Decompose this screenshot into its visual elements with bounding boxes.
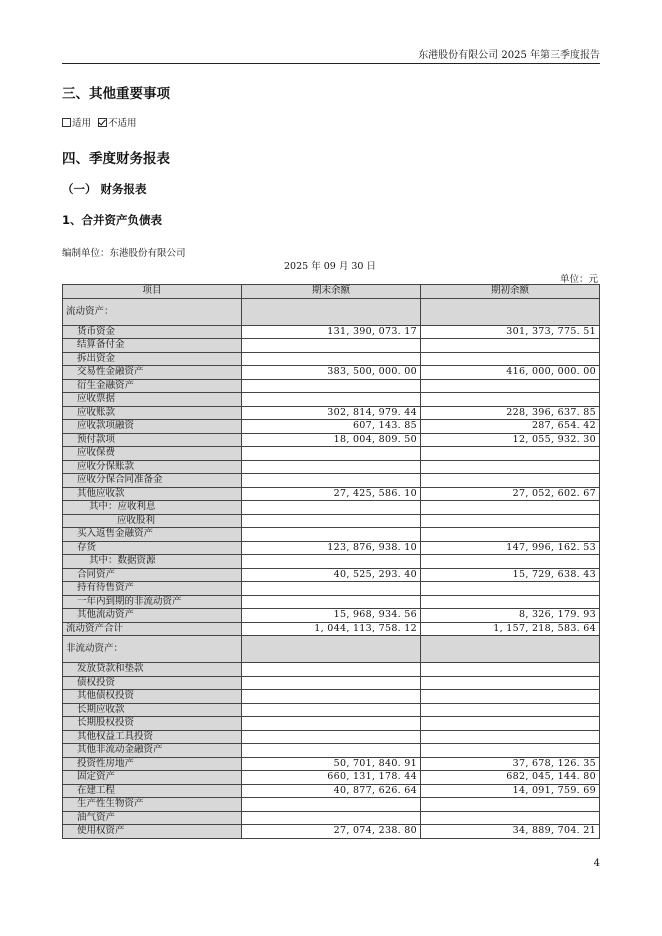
balance-sheet-table: [62, 284, 600, 839]
period-begin-value: [421, 555, 600, 569]
option-not-applicable-label: 不适用: [108, 118, 137, 129]
period-begin-value: [421, 798, 600, 812]
table-row: [63, 514, 600, 528]
checkbox-checked-icon: [98, 118, 107, 127]
row-label: 其他非流动金融资产: [63, 744, 242, 758]
period-begin-value: 12, 055, 932. 30: [421, 433, 600, 447]
period-begin-value: 37, 678, 126. 35: [421, 757, 600, 771]
table-row: [63, 730, 600, 744]
row-label: 长期应收款: [63, 703, 242, 717]
period-begin-value: [421, 352, 600, 366]
section-financial-statements-title: 四、季度财务报表: [62, 151, 170, 167]
period-end-value: 15, 968, 934. 56: [242, 609, 421, 623]
period-begin-value: [421, 501, 600, 515]
period-end-value: [242, 663, 421, 677]
period-begin-value: 301, 373, 775. 51: [421, 325, 600, 339]
period-end-value: [242, 798, 421, 812]
period-begin-value: 416, 000, 000. 00: [421, 366, 600, 380]
table-row: [63, 501, 600, 515]
table-section-row: [63, 298, 600, 325]
period-begin-value: 34, 889, 704. 21: [421, 825, 600, 839]
table-row: [63, 784, 600, 798]
row-label: 货币资金: [63, 325, 242, 339]
table-row: [63, 487, 600, 501]
header-divider: [62, 63, 600, 64]
period-end-value: 40, 877, 626. 64: [242, 784, 421, 798]
period-begin-value: [421, 474, 600, 488]
row-label: 合同资产: [63, 568, 242, 582]
period-end-value: 607, 143. 85: [242, 420, 421, 434]
subsection-financial-statements-title: （一） 财务报表: [62, 182, 147, 196]
column-header-period-begin: 期初余额: [421, 285, 600, 299]
period-end-value: [242, 703, 421, 717]
option-applicable-label: 适用: [72, 118, 92, 129]
table-row: [63, 339, 600, 353]
period-end-value: [242, 460, 421, 474]
row-label: 债权投资: [63, 676, 242, 690]
row-label: 油气资产: [63, 811, 242, 825]
table-row: [63, 325, 600, 339]
period-end-value: [242, 811, 421, 825]
row-label: 应收款项融资: [63, 420, 242, 434]
row-label: 长期股权投资: [63, 717, 242, 731]
period-begin-value: 682, 045, 144. 80: [421, 771, 600, 785]
table-row: [63, 352, 600, 366]
period-end-value: [242, 298, 421, 325]
row-label: 其他应收款: [63, 487, 242, 501]
row-label: 交易性金融资产: [63, 366, 242, 380]
table-row: [63, 771, 600, 785]
row-label: 买入返售金融资产: [63, 528, 242, 542]
period-end-value: [242, 555, 421, 569]
period-begin-value: [421, 339, 600, 353]
row-label: 其他流动资产: [63, 609, 242, 623]
period-end-value: [242, 474, 421, 488]
period-begin-value: [421, 663, 600, 677]
applicability-options: [62, 115, 137, 129]
table-row: [63, 798, 600, 812]
table-row: [63, 541, 600, 555]
row-label: 存货: [63, 541, 242, 555]
period-begin-value: [421, 744, 600, 758]
row-label: 应收保费: [63, 447, 242, 461]
table-row: [63, 460, 600, 474]
table-row: [63, 717, 600, 731]
period-end-value: 1, 044, 113, 758. 12: [242, 622, 421, 636]
period-begin-value: [421, 636, 600, 663]
period-begin-value: 14, 091, 759. 69: [421, 784, 600, 798]
period-end-value: 40, 525, 293. 40: [242, 568, 421, 582]
row-label: 固定资产: [63, 771, 242, 785]
row-label: 持有待售资产: [63, 582, 242, 596]
balance-sheet-title: 1、合并资产负债表: [62, 213, 163, 227]
currency-unit: 单位：元: [559, 274, 598, 285]
table-row: [63, 568, 600, 582]
period-begin-value: [421, 393, 600, 407]
report-header-title: 东港股份有限公司 2025 年第三季度报告: [418, 50, 600, 61]
period-end-value: [242, 339, 421, 353]
row-label: 应收股利: [63, 514, 242, 528]
table-row: [63, 609, 600, 623]
period-begin-value: [421, 811, 600, 825]
period-end-value: [242, 744, 421, 758]
row-label: 其他债权投资: [63, 690, 242, 704]
period-begin-value: [421, 730, 600, 744]
row-label: 一年内到期的非流动资产: [63, 595, 242, 609]
row-label: 拆出资金: [63, 352, 242, 366]
row-label: 预付款项: [63, 433, 242, 447]
row-label: 其中：应收利息: [63, 501, 242, 515]
period-begin-value: 1, 157, 218, 583. 64: [421, 622, 600, 636]
row-label: 投资性房地产: [63, 757, 242, 771]
section-other-matters-title: 三、其他重要事项: [62, 86, 170, 102]
table-row: [63, 663, 600, 677]
period-end-value: [242, 676, 421, 690]
row-label: 发放贷款和垫款: [63, 663, 242, 677]
period-end-value: [242, 717, 421, 731]
table-row: [63, 595, 600, 609]
period-begin-value: [421, 582, 600, 596]
row-label: 应收账款: [63, 406, 242, 420]
table-row: [63, 447, 600, 461]
period-end-value: 383, 500, 000. 00: [242, 366, 421, 380]
row-label: 非流动资产：: [63, 636, 242, 663]
table-row: [63, 406, 600, 420]
period-begin-value: [421, 298, 600, 325]
period-end-value: [242, 595, 421, 609]
period-begin-value: [421, 447, 600, 461]
period-end-value: [242, 582, 421, 596]
period-end-value: [242, 501, 421, 515]
table-row: [63, 433, 600, 447]
period-end-value: [242, 690, 421, 704]
period-end-value: [242, 393, 421, 407]
column-header-period-end: 期末余额: [242, 285, 421, 299]
table-row: [63, 703, 600, 717]
table-row: [63, 757, 600, 771]
period-end-value: 660, 131, 178. 44: [242, 771, 421, 785]
page-number: 4: [593, 858, 600, 869]
row-label: 其他权益工具投资: [63, 730, 242, 744]
period-end-value: [242, 514, 421, 528]
table-row: [63, 744, 600, 758]
report-date: 2025 年 09 月 30 日: [284, 261, 376, 272]
period-begin-value: [421, 514, 600, 528]
period-begin-value: 27, 052, 602. 67: [421, 487, 600, 501]
table-row: [63, 825, 600, 839]
row-label: 结算备付金: [63, 339, 242, 353]
period-end-value: 27, 074, 238. 80: [242, 825, 421, 839]
period-end-value: 50, 701, 840. 91: [242, 757, 421, 771]
table-row: [63, 379, 600, 393]
period-end-value: 131, 390, 073. 17: [242, 325, 421, 339]
row-label: 流动资产：: [63, 298, 242, 325]
row-label: 流动资产合计: [63, 622, 242, 636]
period-begin-value: [421, 690, 600, 704]
table-row: [63, 811, 600, 825]
table-row: [63, 555, 600, 569]
table-section-row: [63, 636, 600, 663]
period-begin-value: [421, 528, 600, 542]
period-begin-value: [421, 703, 600, 717]
period-begin-value: 15, 729, 638. 43: [421, 568, 600, 582]
period-end-value: [242, 636, 421, 663]
table-header-row: [63, 285, 600, 299]
row-label: 使用权资产: [63, 825, 242, 839]
period-begin-value: 287, 654. 42: [421, 420, 600, 434]
row-label: 其中：数据资源: [63, 555, 242, 569]
table-row: [63, 528, 600, 542]
row-label: 应收票据: [63, 393, 242, 407]
row-label: 生产性生物资产: [63, 798, 242, 812]
table-row: [63, 690, 600, 704]
table-body: [63, 298, 600, 838]
period-end-value: 27, 425, 586. 10: [242, 487, 421, 501]
period-end-value: [242, 447, 421, 461]
period-begin-value: 147, 996, 162. 53: [421, 541, 600, 555]
table-row: [63, 420, 600, 434]
period-end-value: 302, 814, 979. 44: [242, 406, 421, 420]
row-label: 衍生金融资产: [63, 379, 242, 393]
table-row: [63, 474, 600, 488]
period-begin-value: [421, 676, 600, 690]
period-end-value: [242, 730, 421, 744]
period-end-value: [242, 352, 421, 366]
table-row: [63, 393, 600, 407]
row-label: 应收分保合同准备金: [63, 474, 242, 488]
row-label: 应收分保账款: [63, 460, 242, 474]
period-begin-value: [421, 379, 600, 393]
column-header-item: 项目: [63, 285, 242, 299]
period-begin-value: [421, 717, 600, 731]
checkbox-unchecked-icon: [62, 118, 71, 127]
row-label: 在建工程: [63, 784, 242, 798]
prepared-by-label: 编制单位：东港股份有限公司: [62, 248, 186, 259]
period-begin-value: [421, 595, 600, 609]
period-begin-value: 228, 396, 637. 85: [421, 406, 600, 420]
table-row: [63, 676, 600, 690]
table-row: [63, 622, 600, 636]
period-begin-value: [421, 460, 600, 474]
table-row: [63, 582, 600, 596]
period-begin-value: 8, 326, 179. 93: [421, 609, 600, 623]
period-end-value: [242, 528, 421, 542]
period-end-value: 18, 004, 809. 50: [242, 433, 421, 447]
period-end-value: 123, 876, 938. 10: [242, 541, 421, 555]
period-end-value: [242, 379, 421, 393]
table-row: [63, 366, 600, 380]
